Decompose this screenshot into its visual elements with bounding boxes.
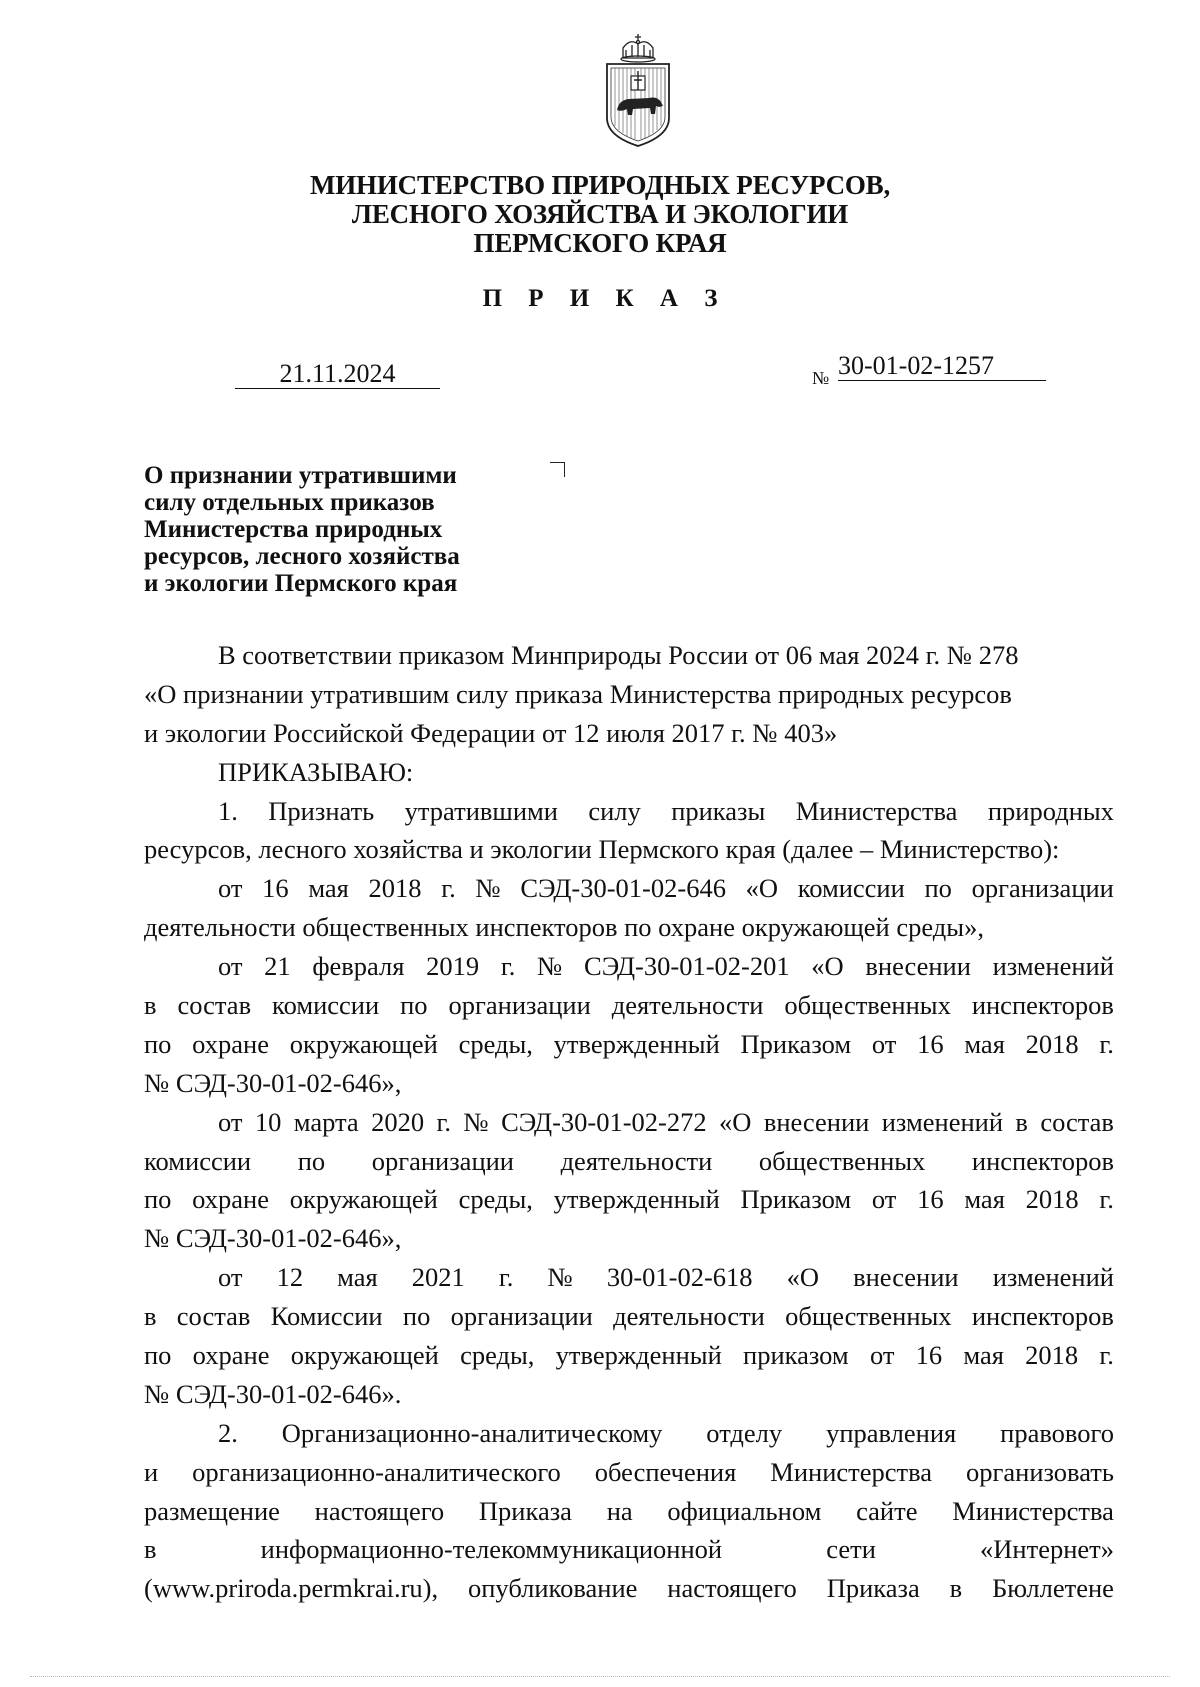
word: 2. [218,1417,238,1448]
word: на [606,1495,633,1526]
body-line [144,1180,1114,1219]
word: обеспечения [594,1456,737,1487]
word: Министерства [770,1456,933,1487]
word: СЭД-30-01-02-646 [520,873,726,904]
word: февраля [312,951,405,982]
word: изменений [881,1106,1004,1137]
word: организовать [966,1456,1114,1487]
word: информационно-телекоммуникационной [260,1534,723,1565]
word: и [144,1456,159,1487]
body-line: В соответствии приказом Минприроды России от 06 мая 2024 г. № 278 [218,640,1019,670]
word: среды, [458,1184,533,1215]
document-number: 30-01-02-1257 [838,352,1046,381]
word: г. [436,1106,451,1137]
word: организации [371,1145,514,1176]
word: (www.priroda.permkrai.ru), [144,1573,439,1604]
word: № [547,1262,573,1293]
word: в [144,1534,157,1565]
word: организации [450,1301,593,1332]
word: настоящего [314,1495,445,1526]
word: изменений [992,1262,1114,1293]
word: в [949,1573,963,1604]
ministry-name-line-3: ПЕРМСКОГО КРАЯ [473,228,727,258]
word: Приказа [478,1495,572,1526]
word: среды, [458,1028,533,1059]
word: по [144,1028,172,1059]
subject-line: ресурсов, лесного хозяйства [144,543,460,570]
ministry-name-line-1: МИНИСТЕРСТВО ПРИРОДНЫХ РЕСУРСОВ, [309,170,891,200]
word: 1. [218,795,238,826]
word: мая [963,1340,1004,1371]
word: утвержденный [553,1184,720,1215]
number-sign: № [812,368,830,388]
body-line: «О признании утратившим силу приказа Министерства природных ресурсов [144,678,1012,709]
body-line [144,1142,1114,1181]
word: 16 [262,873,289,904]
word: СЭД-30-01-02-201 [584,951,790,982]
word: комиссии [144,1145,252,1176]
word: охране [192,1184,269,1215]
word: 2018 [1025,1340,1079,1371]
word: утвержденный [553,1028,720,1059]
ministry-name [0,171,1200,258]
word: «О [786,1262,820,1293]
body-line [144,869,1114,908]
word: приказы [671,795,766,826]
word: № [475,873,501,904]
body-line [144,1530,1114,1569]
word: природных [987,795,1114,826]
word: от [871,1184,897,1215]
word: сайте [856,1495,918,1526]
word: Организационно-аналитическому [281,1417,663,1448]
word: силу [588,795,641,826]
subject-line: Министерства природных [144,516,443,543]
word: состав [176,1301,251,1332]
word: общественных [785,1301,952,1332]
word: управления [826,1417,957,1448]
word: «О [811,951,844,982]
word: мая [964,1028,1005,1059]
word: организации [971,873,1114,904]
word: инспекторов [971,990,1114,1021]
body-line [144,986,1114,1025]
word: мая [308,873,349,904]
word: официальном [667,1495,822,1526]
subject-line: силу отдельных приказов [144,489,435,516]
word: 2021 [411,1262,465,1293]
word: марта [293,1106,359,1137]
word: 2018 [1025,1184,1079,1215]
word: от [218,951,243,982]
word: утратившими [404,795,558,826]
word: № [463,1106,489,1137]
word: состав [1040,1106,1114,1137]
word: 2018 [368,873,422,904]
word: деятельности [613,1301,765,1332]
word: окружающей [289,1184,438,1215]
word: Комиссии [270,1301,383,1332]
word: общественных [784,990,951,1021]
word: внесении [763,1106,870,1137]
word: комиссии [797,873,905,904]
word: 16 [917,1028,944,1059]
word: 10 [254,1106,282,1137]
body-line [144,1258,1114,1297]
word: 16 [917,1184,944,1215]
document-type: П Р И К А З [482,285,728,312]
word: в [1015,1106,1028,1137]
word: 2020 [371,1106,425,1137]
subject-line: и экологии Пермского края [144,570,458,597]
document-date: 21.11.2024 [235,360,440,389]
subject-block [144,462,514,597]
word: правового [1000,1417,1114,1448]
word: Приказа [826,1573,920,1604]
body-line [144,1336,1114,1375]
body-line [144,1414,1114,1453]
word: 21 [264,951,291,982]
word: г. [1099,1340,1114,1371]
word: размещение [144,1495,280,1526]
word: окружающей [289,1028,438,1059]
word: по [144,1184,172,1215]
body-line: № СЭД-30-01-02-646», [144,1223,402,1254]
body-line: ресурсов, лесного хозяйства и экологии Пермского края (далее – Министерство): [144,834,1060,865]
word: деятельности [611,990,764,1021]
word: по [402,1301,431,1332]
body-line: и экологии Российской Федерации от 12 июля 2017 г. № 403» [144,717,838,748]
word: охране [192,1028,269,1059]
word: охране [192,1340,270,1371]
word: по [924,873,952,904]
word: Признать [268,795,375,826]
word: настоящего [667,1573,797,1604]
body-line: № СЭД-30-01-02-646». [144,1378,402,1409]
body-line [144,1103,1114,1142]
word: от [218,1106,243,1137]
body-line [144,1025,1114,1064]
word: по [400,990,428,1021]
document-body [144,636,1114,1608]
word: Министерства [952,1495,1114,1526]
word: 2018 [1025,1028,1079,1059]
word: мая [337,1262,378,1293]
word: 30-01-02-618 [606,1262,753,1293]
word: организации [448,990,591,1021]
word: Министерства [795,795,958,826]
body-line [144,792,1114,831]
word: инспекторов [971,1301,1114,1332]
word: «Интернет» [980,1534,1114,1565]
word: г. [441,873,456,904]
word: организационно-аналитического [192,1456,561,1487]
corner-mark [550,462,565,477]
word: деятельности [560,1145,713,1176]
word: от [871,1028,897,1059]
body-line: деятельности общественных инспекторов по охране окружающей среды», [144,912,984,943]
word: г. [500,951,516,982]
ministry-name-line-2: ЛЕСНОГО ХОЗЯЙСТВА И ЭКОЛОГИИ [351,199,849,229]
word: внесении [853,1262,959,1293]
word: Приказом [740,1184,852,1215]
word: состав [177,990,252,1021]
word: окружающей [290,1340,439,1371]
body-line [144,1297,1114,1336]
word: комиссии [272,990,380,1021]
word: мая [964,1184,1005,1215]
body-line [144,1453,1114,1492]
word: изменений [992,951,1114,982]
word: от [869,1340,895,1371]
word: по [144,1340,172,1371]
body-line [144,1569,1114,1608]
order-word: ПРИКАЗЫВАЮ: [218,756,414,787]
word: СЭД-30-01-02-272 [501,1106,707,1137]
word: утвержденный [555,1340,722,1371]
coat-of-arms-icon [593,30,683,150]
body-line: № СЭД-30-01-02-646», [144,1067,402,1098]
word: 16 [915,1340,943,1371]
word: от [218,873,243,904]
word: общественных [758,1145,926,1176]
word: инспекторов [971,1145,1114,1176]
word: «О [719,1106,752,1137]
word: Бюллетене [992,1573,1114,1604]
body-line [144,947,1114,986]
scan-edge-line [30,1676,1170,1677]
word: сети [826,1534,876,1565]
word: 12 [276,1262,304,1293]
word: 2019 [426,951,480,982]
subject-line: О признании утратившими [144,462,457,489]
word: отделу [706,1417,783,1448]
word: «О [745,873,779,904]
body-line [144,1492,1114,1531]
word: в [144,1301,157,1332]
word: от [218,1262,243,1293]
word: среды, [460,1340,535,1371]
word: г. [1099,1184,1114,1215]
word: приказом [743,1340,849,1371]
word: г. [1099,1028,1114,1059]
word: внесении [865,951,971,982]
word: № [537,951,563,982]
word: опубликование [468,1573,638,1604]
word: по [297,1145,326,1176]
word: г. [498,1262,514,1293]
word: Приказом [740,1028,852,1059]
word: в [144,990,157,1021]
